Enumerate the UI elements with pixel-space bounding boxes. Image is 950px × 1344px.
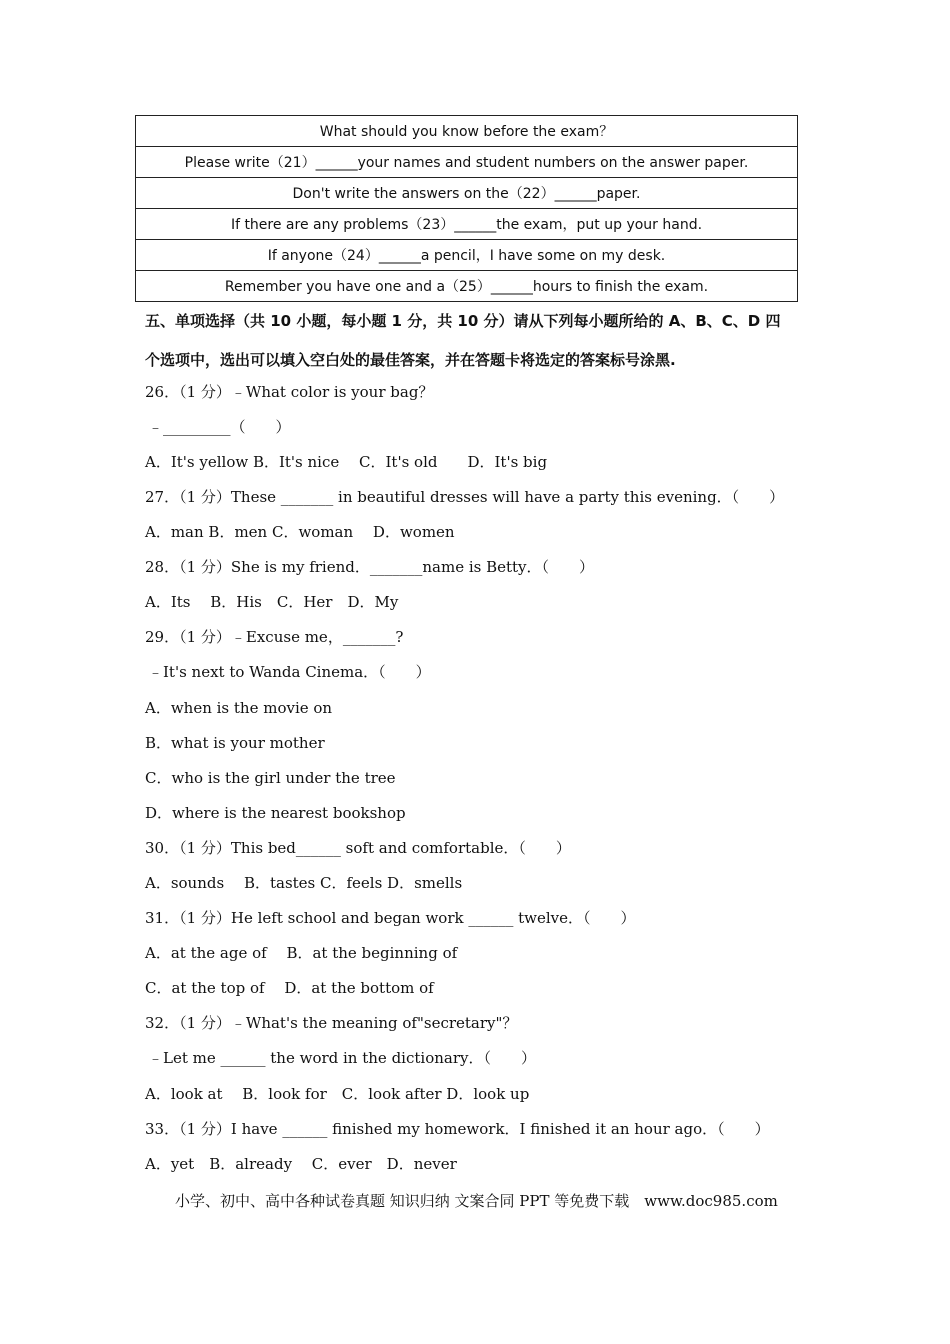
exam-notice-table bbox=[135, 115, 798, 302]
question-27: 27．（1 分）These _______ in beautiful dresses will have a party this evening．（ ） bbox=[145, 488, 785, 506]
table-cell: What should you know before the exam？ bbox=[136, 116, 798, 147]
table-row bbox=[136, 178, 798, 209]
table-cell: If anyone（24）______a pencil，I have some on my desk. bbox=[136, 240, 798, 271]
question-28-options: A．Its B．His C．Her D．My bbox=[145, 593, 399, 611]
table-row bbox=[136, 271, 798, 302]
question-26: 26．（1 分）﹣What color is your bag？ bbox=[145, 383, 434, 401]
question-29: 29．（1 分）﹣Excuse me，_______? bbox=[145, 628, 404, 646]
table-cell: Don't write the answers on the（22）______paper. bbox=[136, 178, 798, 209]
question-32-reply: ﹣Let me ______ the word in the dictionary．（ ） bbox=[148, 1049, 536, 1067]
question-29-option-c: C．who is the girl under the tree bbox=[145, 769, 396, 787]
question-32-options: A．look at B．look for C．look after D．look up bbox=[145, 1085, 530, 1103]
table-row bbox=[136, 147, 798, 178]
table-row bbox=[136, 240, 798, 271]
question-30-options: A．sounds B．tastes C．feels D．smells bbox=[145, 874, 463, 892]
question-29-option-d: D．where is the nearest bookshop bbox=[145, 804, 406, 822]
question-30: 30．（1 分）This bed______ soft and comfortable．（ ） bbox=[145, 839, 571, 857]
question-28: 28．（1 分）She is my friend．_______name is Betty．（ ） bbox=[145, 558, 595, 576]
question-31: 31．（1 分）He left school and began work ______ twelve．（ ） bbox=[145, 909, 636, 927]
question-27-options: A．man B．men C．woman D．women bbox=[145, 523, 455, 541]
question-32: 32．（1 分）﹣What's the meaning of"secretary"？ bbox=[145, 1014, 518, 1032]
table-cell: Please write（21）______your names and student numbers on the answer paper. bbox=[136, 147, 798, 178]
question-31-options-ab: A．at the age of B．at the beginning of bbox=[145, 944, 458, 962]
question-29-reply: ﹣It's next to Wanda Cinema．（ ） bbox=[148, 663, 431, 681]
table-row bbox=[136, 116, 798, 147]
question-29-option-b: B．what is your mother bbox=[145, 734, 325, 752]
question-26-options: A．It's yellow B．It's nice C．It's old D．It's big bbox=[145, 453, 548, 471]
question-33-options: A．yet B．already C．ever D．never bbox=[145, 1155, 457, 1173]
table-cell: Remember you have one and a（25）______hours to finish the exam. bbox=[136, 271, 798, 302]
section-heading-line-2: 个选项中，选出可以填入空白处的最佳答案，并在答题卡将选定的答案标号涂黑. bbox=[145, 351, 676, 369]
table-row bbox=[136, 209, 798, 240]
section-heading-line-1: 五、单项选择（共 10 小题，每小题 1 分，共 10 分）请从下列每小题所给的 A、B、C、D 四 bbox=[145, 312, 781, 330]
table-cell: If there are any problems（23）______the exam，put up your hand. bbox=[136, 209, 798, 240]
page-footer: 小学、初中、高中各种试卷真题 知识归纳 文案合同 PPT 等免费下载 www.doc985.com bbox=[175, 1192, 778, 1210]
question-26-answer: ﹣_________（ ） bbox=[148, 418, 291, 436]
question-29-option-a: A．when is the movie on bbox=[145, 699, 333, 717]
question-31-options-cd: C．at the top of D．at the bottom of bbox=[145, 979, 434, 997]
question-33: 33．（1 分）I have ______ finished my homework．I finished it an hour ago．（ ） bbox=[145, 1120, 770, 1138]
